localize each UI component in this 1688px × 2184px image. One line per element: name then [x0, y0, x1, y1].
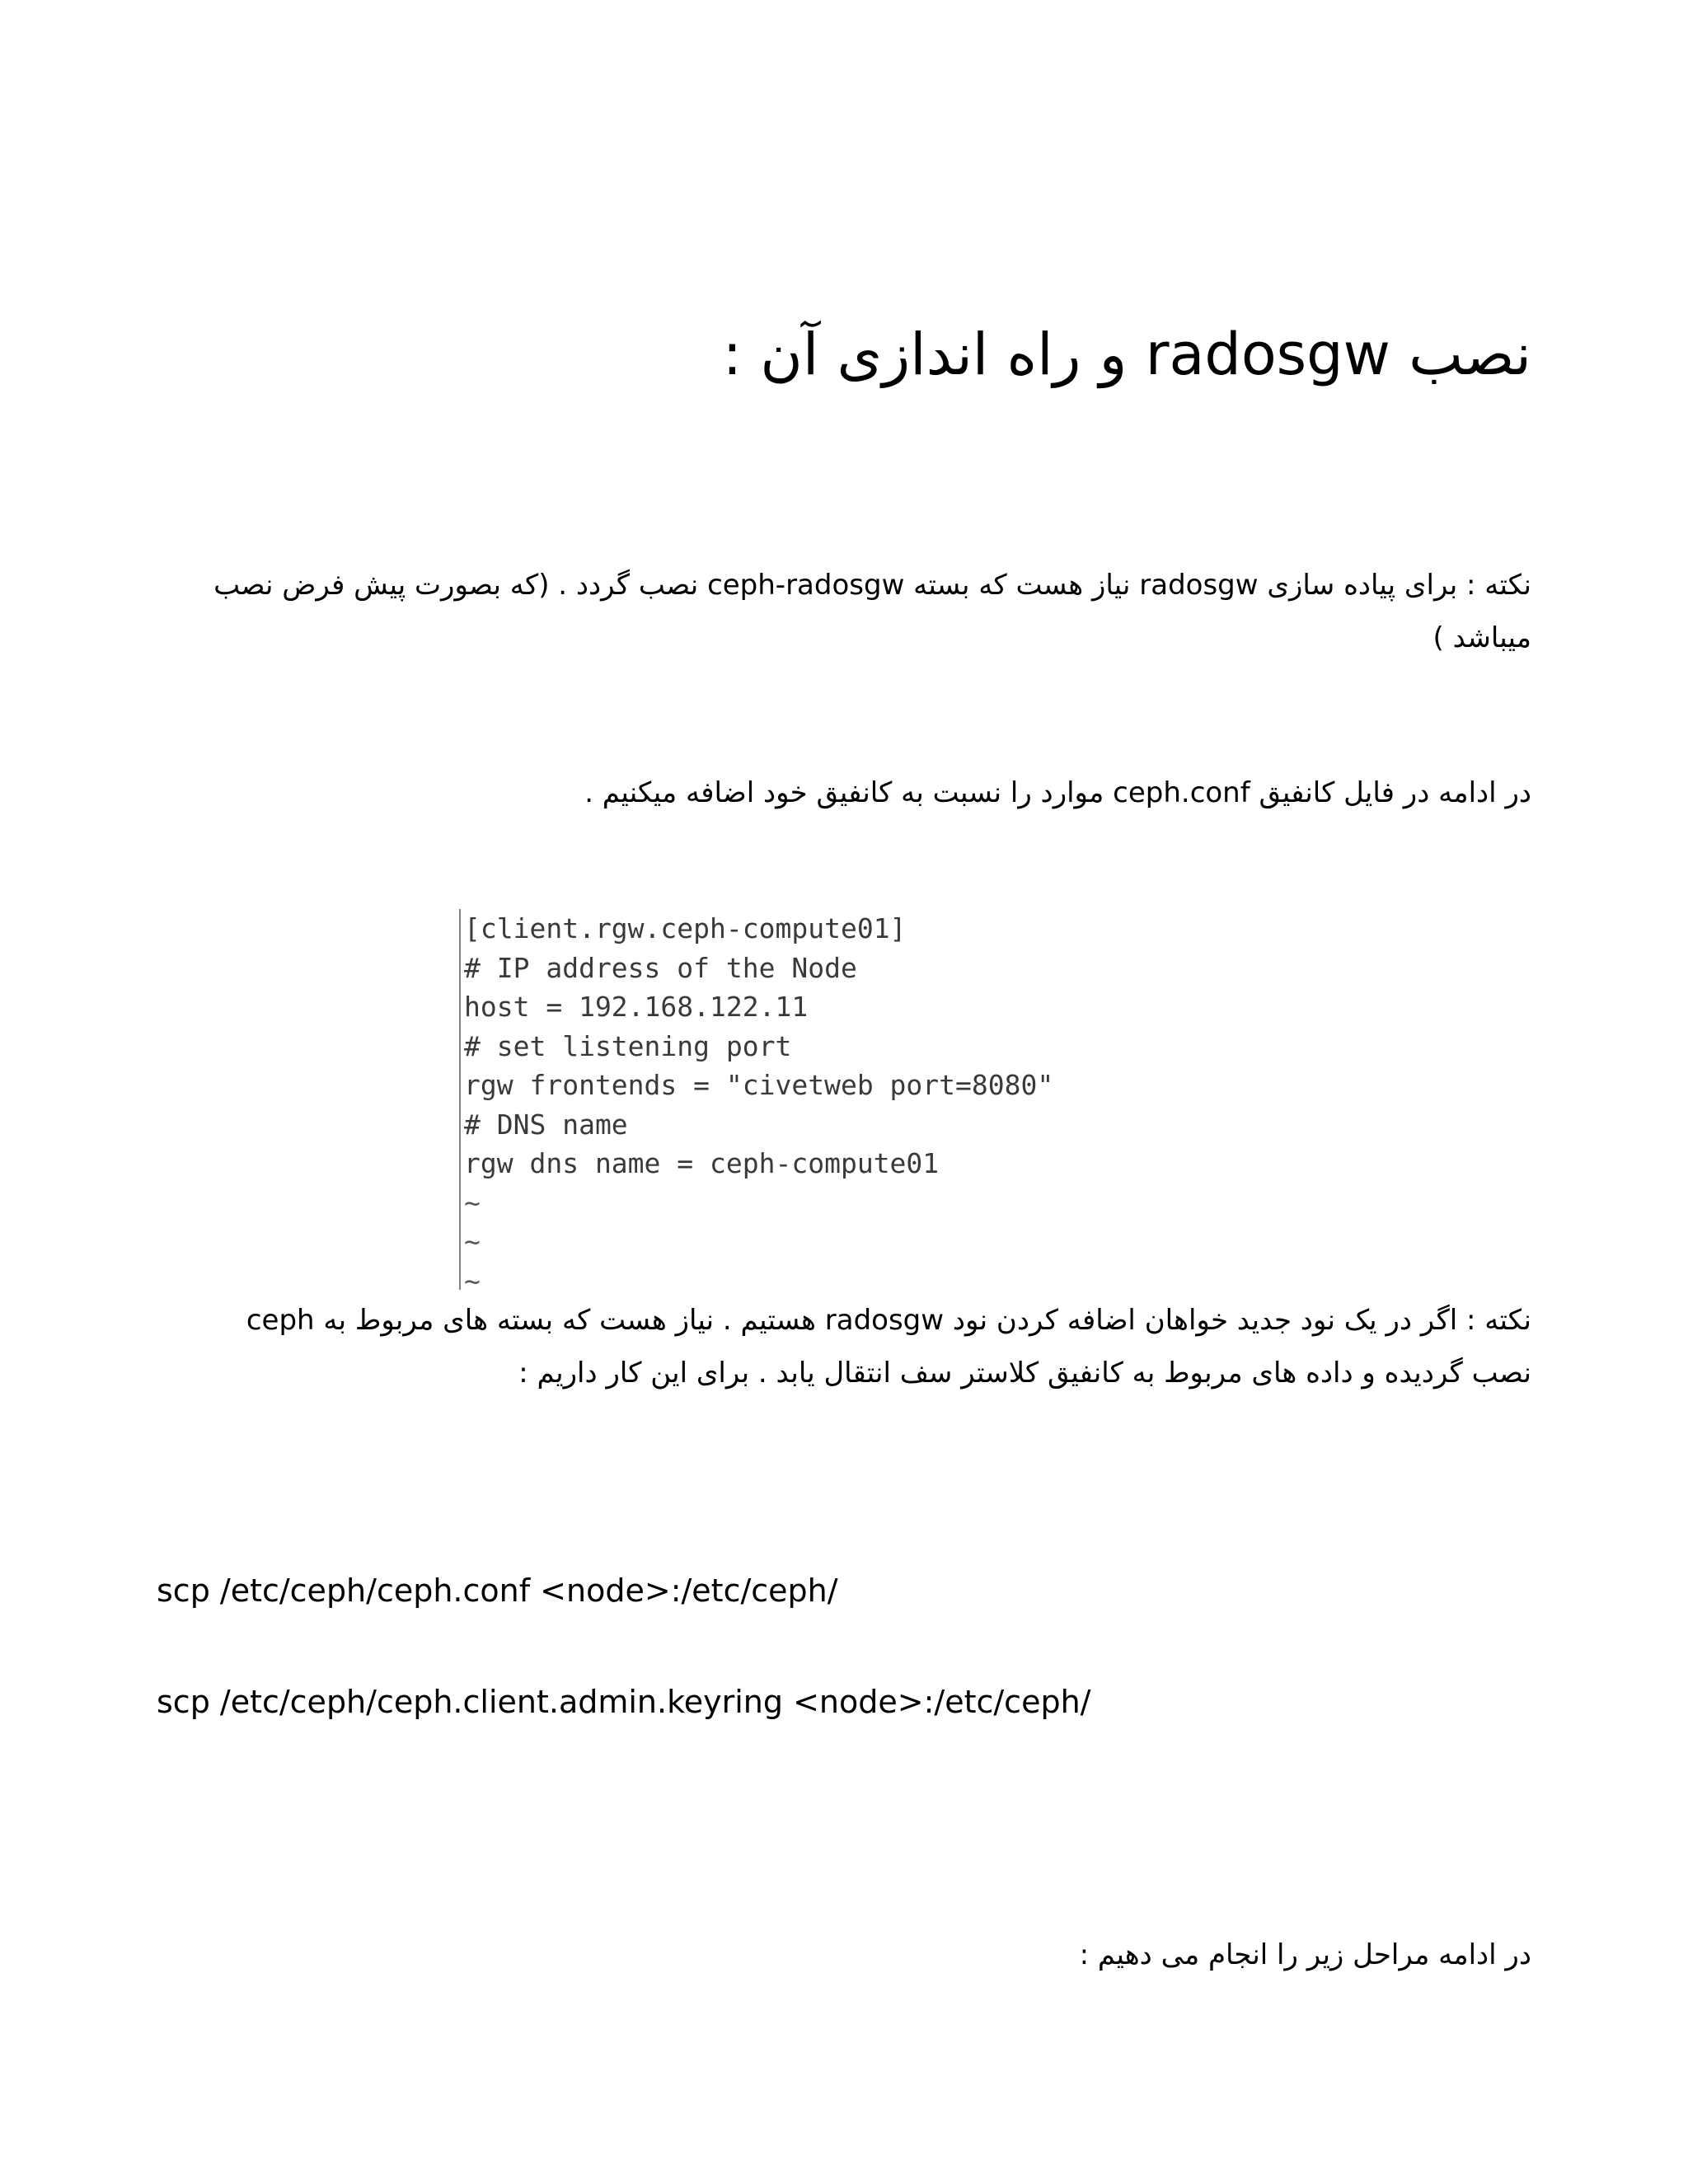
config-snippet-screenshot: [459, 909, 1085, 1297]
config-line-dns-name: rgw dns name = ceph-compute01: [464, 1147, 940, 1179]
config-intro-paragraph: در ادامه در فایل کانفیق ceph.conf موارد را نسبت به کانفیق خود اضافه میکنیم .: [584, 776, 1531, 809]
scp-admin-keyring-command: scp /etc/ceph/ceph.client.admin.keyring <node>:/etc/ceph/: [157, 1684, 1091, 1720]
config-line-frontends: rgw frontends = "civetweb port=8080": [464, 1069, 1054, 1101]
next-steps-paragraph: در ادامه مراحل زیر را انجام می دهیم :: [1079, 1938, 1531, 1971]
config-line-comment-port: # set listening port: [464, 1029, 792, 1062]
config-line-empty: ~: [464, 1264, 481, 1297]
config-line-comment-ip: # IP address of the Node: [464, 951, 857, 984]
config-line-host: host = 192.168.122.11: [464, 991, 809, 1023]
config-line-comment-dns: # DNS name: [464, 1108, 628, 1141]
config-line-empty: ~: [464, 1186, 481, 1219]
config-line-section: [client.rgw.ceph-compute01]: [464, 912, 907, 944]
config-line-empty: ~: [464, 1226, 481, 1258]
page-title: نصب radosgw و راه اندازی آن :: [722, 321, 1531, 388]
scp-ceph-conf-command: scp /etc/ceph/ceph.conf <node>:/etc/ceph/: [157, 1572, 838, 1609]
note-new-node: نکته : اگر در یک نود جدید خواهان اضافه کردن نود radosgw هستیم . نیاز هست که بسته های مربوط به ceph نصب گردیده و داده های مربوط به کانفیق کلاستر سف انتقال یابد . برای این کار داریم :: [246, 1304, 1531, 1390]
note-package-requirement: نکته : برای پیاده سازی radosgw نیاز هست که بسته ceph-radosgw نصب گردد . (که بصورت پیش فرض نصب میباشد ): [213, 569, 1531, 654]
